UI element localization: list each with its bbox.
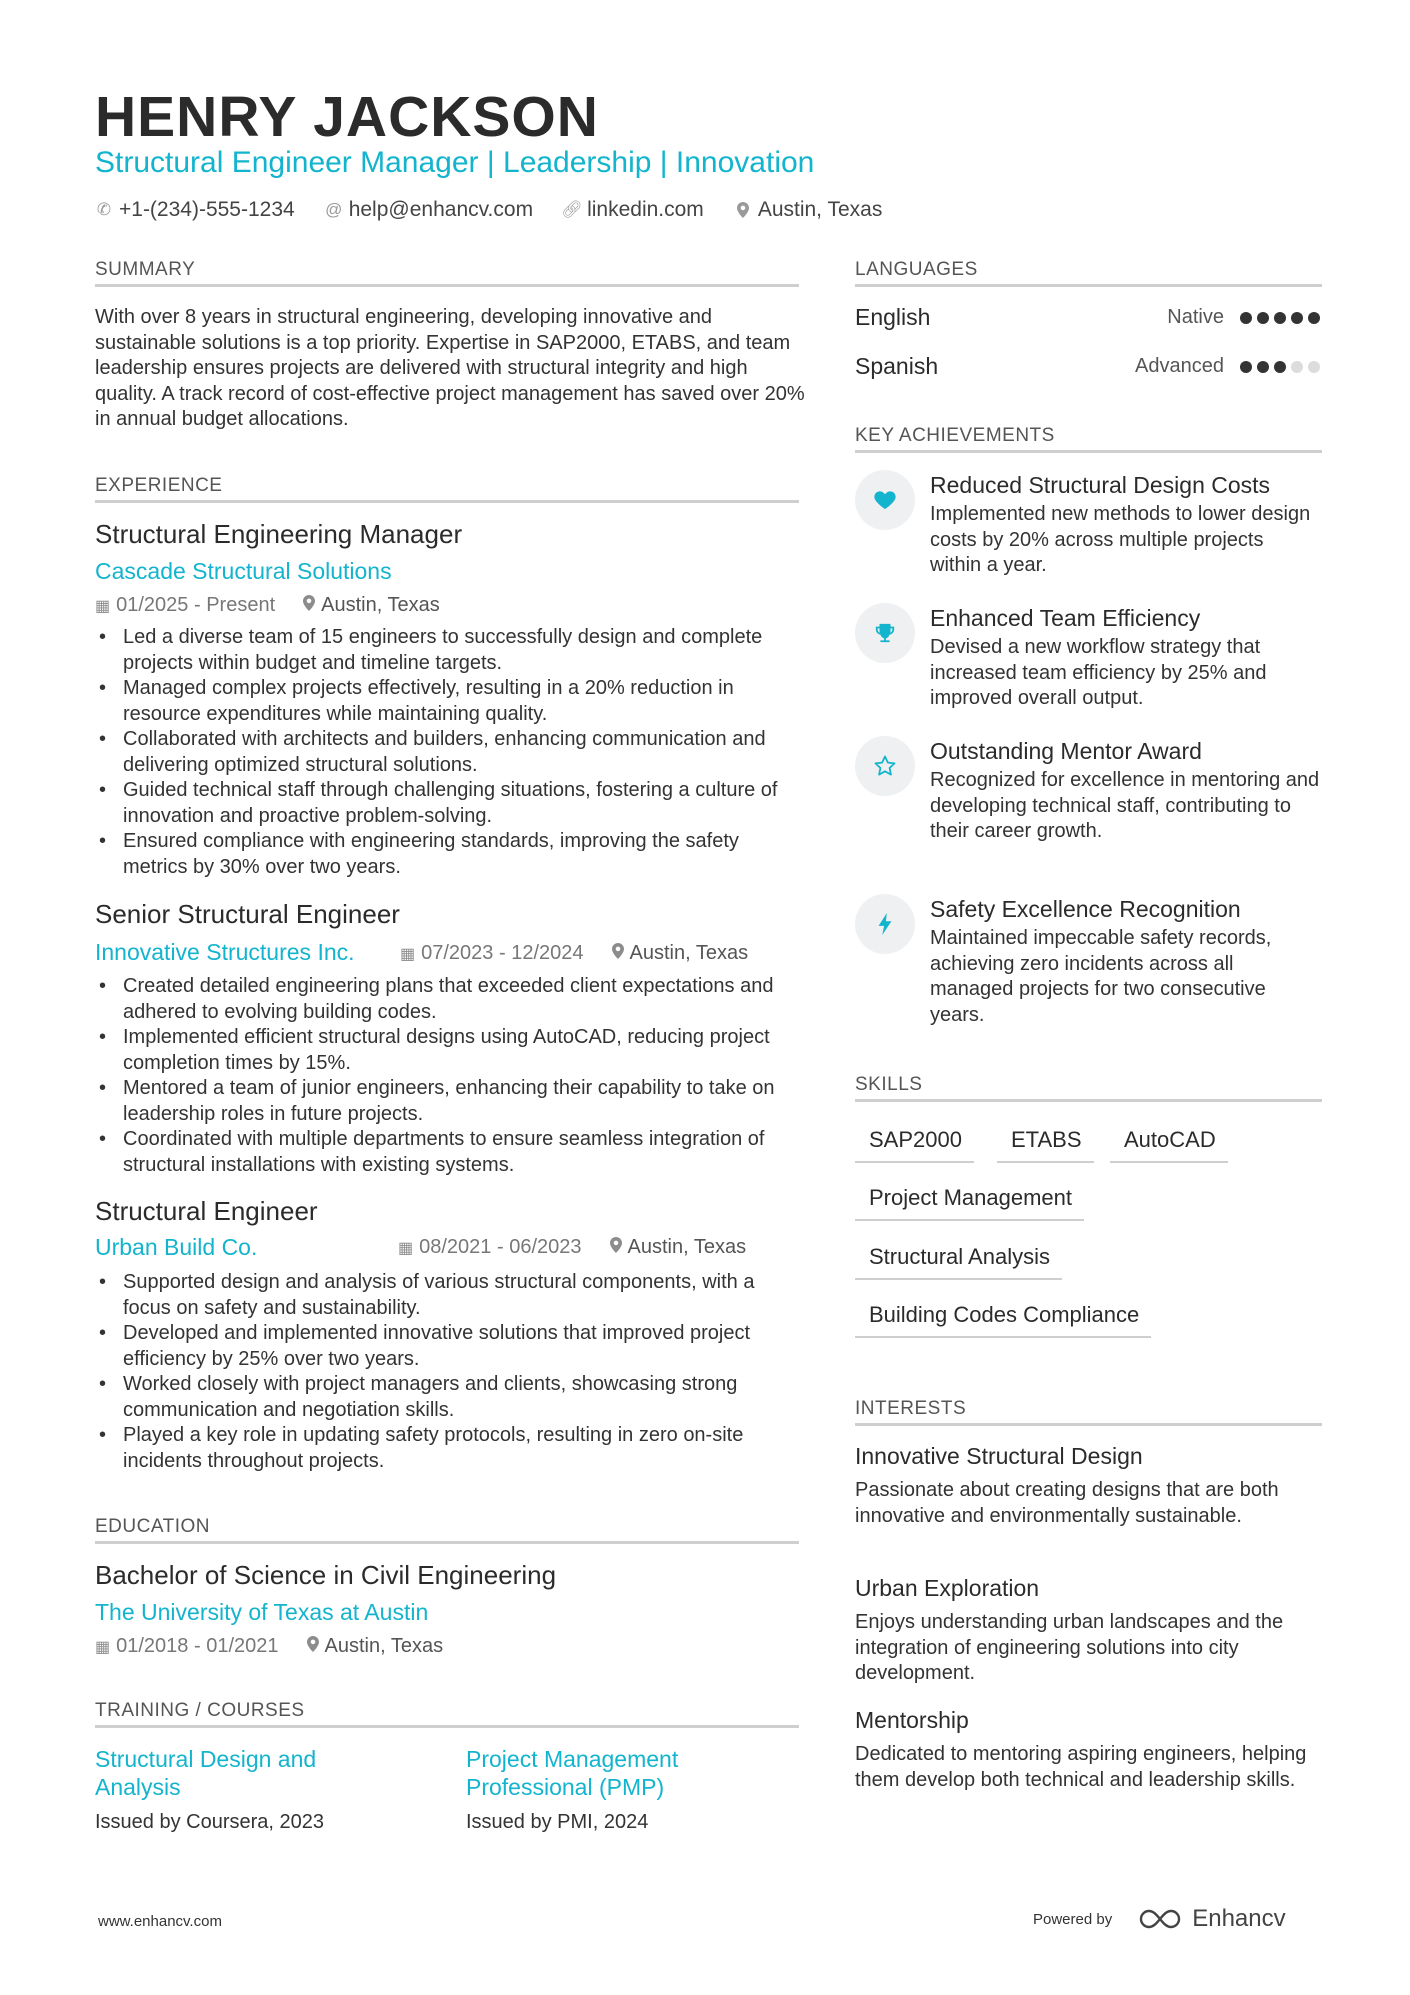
- list-item: • Collaborated with architects and builders, enhancing communication and delivering optimized structural solutions.: [95, 727, 805, 778]
- job-meta: [95, 594, 440, 617]
- linkedin-text: linkedin.com: [587, 198, 704, 221]
- link-icon: 🔗︎: [561, 200, 583, 219]
- achievement-content: [930, 603, 1320, 712]
- brand-name: Enhancv: [1192, 1905, 1286, 1932]
- job-location: Austin, Texas: [629, 942, 749, 964]
- achievements-divider: [855, 450, 1322, 453]
- interests-divider: [855, 1423, 1322, 1426]
- experience-divider: [95, 500, 799, 503]
- achievement-content: [930, 736, 1320, 845]
- skills-divider: [855, 1099, 1322, 1102]
- interest-title: Mentorship: [855, 1707, 969, 1733]
- rating-dot: [1274, 312, 1286, 324]
- language-row: [855, 353, 1320, 380]
- calendar-icon: ▦: [95, 1638, 111, 1656]
- rating-dot: [1308, 312, 1320, 324]
- language-name: Spanish: [855, 353, 939, 379]
- job-title: Structural Engineer: [95, 1196, 318, 1226]
- achievement-item: [855, 470, 1320, 579]
- skill-tag: Structural Analysis: [855, 1244, 1062, 1280]
- job-bullets: [95, 625, 805, 880]
- languages-heading: LANGUAGES: [855, 259, 978, 280]
- course-name: Structural Design and Analysis: [95, 1746, 317, 1800]
- list-item: • Led a diverse team of 15 engineers to successfully design and complete projects within budget and timeline targets.: [95, 625, 805, 676]
- skill-tag: Building Codes Compliance: [855, 1302, 1151, 1338]
- powered-by-text: Powered by: [1033, 1910, 1113, 1928]
- rating-dot: [1274, 361, 1286, 373]
- contact-phone[interactable]: [95, 198, 295, 222]
- map-pin-icon: [307, 1636, 319, 1657]
- list-item: • Guided technical staff through challenging situations, fostering a culture of innovation and proactive problem-solving.: [95, 778, 805, 829]
- skill-tag: Project Management: [855, 1185, 1084, 1221]
- contact-location: [734, 198, 883, 222]
- email-text: help@enhancv.com: [348, 198, 534, 221]
- map-pin-icon: [610, 1237, 622, 1258]
- education-location: Austin, Texas: [324, 1635, 444, 1657]
- phone-text: +1-(234)-555-1234: [119, 198, 295, 221]
- skill-tag: AutoCAD: [1110, 1127, 1228, 1163]
- rating-dot: [1257, 312, 1269, 324]
- calendar-icon: ▦: [400, 945, 416, 963]
- achievement-item: [855, 603, 1320, 712]
- skill-tag: ETABS: [997, 1127, 1094, 1163]
- candidate-name: HENRY JACKSON: [95, 85, 599, 149]
- achievement-text: Maintained impeccable safety records, achieving zero incidents across all managed projects for two consecutive years.: [930, 927, 1272, 1026]
- job-location: Austin, Texas: [627, 1236, 747, 1258]
- achievement-item: [855, 894, 1320, 1028]
- interest-title: Urban Exploration: [855, 1575, 1040, 1601]
- job-title: Senior Structural Engineer: [95, 899, 400, 929]
- star-icon: [855, 736, 915, 796]
- achievements-heading: KEY ACHIEVEMENTS: [855, 425, 1055, 446]
- school-name: The University of Texas at Austin: [95, 1599, 429, 1625]
- job-dates: 01/2025 - Present: [116, 594, 276, 616]
- summary-divider: [95, 284, 799, 287]
- achievement-content: [930, 470, 1320, 579]
- rating-dot: [1291, 312, 1303, 324]
- education-meta: [95, 1635, 443, 1658]
- interest-title: Innovative Structural Design: [855, 1443, 1143, 1469]
- experience-heading: EXPERIENCE: [95, 475, 223, 496]
- achievement-title: Reduced Structural Design Costs: [930, 472, 1271, 498]
- brand-logo[interactable]: [1136, 1905, 1285, 1933]
- rating-dot: [1291, 361, 1303, 373]
- achievement-text: Devised a new workflow strategy that increased team efficiency by 25% and improved overall output.: [930, 636, 1267, 709]
- language-rating: [1240, 361, 1320, 373]
- calendar-icon: ▦: [95, 597, 111, 615]
- at-icon: @: [325, 200, 343, 219]
- summary-heading: SUMMARY: [95, 259, 196, 280]
- job-location: Austin, Texas: [321, 594, 440, 616]
- footer-branding: [1033, 1905, 1286, 1933]
- rating-dot: [1240, 312, 1252, 324]
- company-name: Urban Build Co.: [95, 1234, 258, 1260]
- course-issuer: Issued by PMI, 2024: [466, 1811, 649, 1833]
- map-pin-icon: [734, 202, 752, 218]
- list-item: • Mentored a team of junior engineers, enhancing their capability to take on leadership roles in future projects.: [95, 1076, 805, 1127]
- education-heading: EDUCATION: [95, 1516, 210, 1537]
- job-dates: 07/2023 - 12/2024: [421, 942, 584, 964]
- list-item: • Coordinated with multiple departments to ensure seamless integration of structural installations with existing systems.: [95, 1127, 805, 1178]
- language-name: English: [855, 304, 931, 330]
- company-name: Innovative Structures Inc.: [95, 939, 355, 965]
- interests-heading: INTERESTS: [855, 1398, 967, 1419]
- achievement-text: Recognized for excellence in mentoring and developing technical staff, contributing to their career growth.: [930, 769, 1320, 842]
- education-dates: 01/2018 - 01/2021: [116, 1635, 279, 1657]
- job-title: Structural Engineering Manager: [95, 519, 463, 549]
- achievement-title: Safety Excellence Recognition: [930, 896, 1241, 922]
- map-pin-icon: [612, 943, 624, 964]
- contact-email[interactable]: [325, 198, 533, 222]
- job-meta: [398, 1236, 746, 1259]
- infinity-logo-icon: [1136, 1907, 1184, 1931]
- degree-title: Bachelor of Science in Civil Engineering: [95, 1560, 557, 1590]
- course-issuer: Issued by Coursera, 2023: [95, 1811, 325, 1833]
- job-bullets: [95, 974, 805, 1178]
- training-heading: TRAINING / COURSES: [95, 1700, 305, 1721]
- bolt-icon: [855, 894, 915, 954]
- language-level: Advanced: [1135, 355, 1224, 377]
- achievement-text: Implemented new methods to lower design costs by 20% across multiple projects within a year.: [930, 503, 1311, 576]
- heart-icon: [855, 470, 915, 530]
- calendar-icon: ▦: [398, 1239, 414, 1257]
- company-name: Cascade Structural Solutions: [95, 558, 392, 584]
- list-item: • Implemented efficient structural designs using AutoCAD, reducing project completion times by 15%.: [95, 1025, 805, 1076]
- phone-icon: ✆: [96, 200, 112, 219]
- trophy-icon: [855, 603, 915, 663]
- map-pin-icon: [303, 595, 315, 616]
- language-row: [855, 304, 1320, 331]
- language-level: Native: [1167, 306, 1224, 328]
- interest-text: Passionate about creating designs that are both innovative and environmentally sustainable.: [855, 1479, 1279, 1527]
- achievement-title: Outstanding Mentor Award: [930, 738, 1202, 764]
- languages-divider: [855, 284, 1322, 287]
- footer-website[interactable]: www.enhancv.com: [98, 1913, 222, 1930]
- list-item: • Created detailed engineering plans that exceeded client expectations and adhered to evolving building codes.: [95, 974, 805, 1025]
- job-bullets: [95, 1270, 805, 1474]
- job-meta: [400, 942, 748, 965]
- contact-bar: [95, 198, 882, 222]
- achievement-content: [930, 894, 1320, 1028]
- course-name: Project Management Professional (PMP): [466, 1746, 679, 1800]
- interest-text: Dedicated to mentoring aspiring engineers, helping them develop both technical and leadership skills.: [855, 1743, 1307, 1791]
- list-item: • Managed complex projects effectively, resulting in a 20% reduction in resource expenditures while maintaining quality.: [95, 676, 805, 727]
- skill-tag: SAP2000: [855, 1127, 974, 1163]
- summary-text: With over 8 years in structural engineering, developing innovative and sustainable solutions is a top priority. Expertise in SAP2000, ETABS, and team leadership ensures projects are delivered with structural integrity and high quality. A track record of cost-effective project management has saved over 20% in annual budget allocations.: [95, 306, 805, 430]
- list-item: • Supported design and analysis of various structural components, with a focus on safety and sustainability.: [95, 1270, 805, 1321]
- training-divider: [95, 1725, 799, 1728]
- language-rating: [1240, 312, 1320, 324]
- candidate-headline: Structural Engineer Manager | Leadership | Innovation: [95, 146, 815, 179]
- contact-linkedin[interactable]: [563, 198, 704, 222]
- education-divider: [95, 1541, 799, 1544]
- list-item: • Developed and implemented innovative solutions that improved project efficiency by 25% over two years.: [95, 1321, 805, 1372]
- rating-dot: [1240, 361, 1252, 373]
- rating-dot: [1308, 361, 1320, 373]
- interest-text: Enjoys understanding urban landscapes and the integration of engineering solutions into city development.: [855, 1611, 1284, 1684]
- skills-heading: SKILLS: [855, 1074, 923, 1095]
- achievement-title: Enhanced Team Efficiency: [930, 605, 1201, 631]
- job-dates: 08/2021 - 06/2023: [419, 1236, 582, 1258]
- rating-dot: [1257, 361, 1269, 373]
- list-item: • Worked closely with project managers and clients, showcasing strong communication and negotiation skills.: [95, 1372, 805, 1423]
- achievement-item: [855, 736, 1320, 845]
- list-item: • Played a key role in updating safety protocols, resulting in zero on-site incidents throughout projects.: [95, 1423, 805, 1474]
- list-item: • Ensured compliance with engineering standards, improving the safety metrics by 30% over two years.: [95, 829, 805, 880]
- location-text: Austin, Texas: [757, 198, 883, 221]
